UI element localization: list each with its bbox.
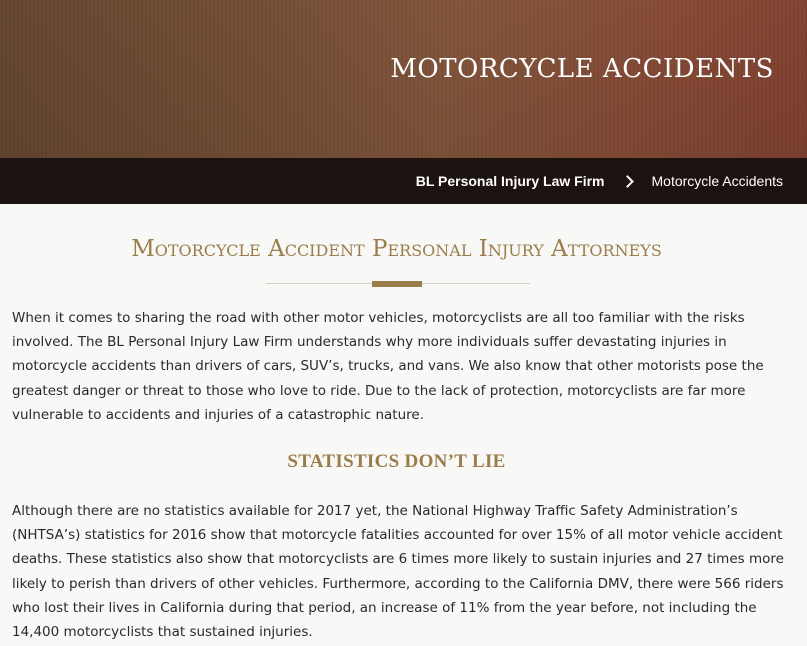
breadcrumb xyxy=(416,173,783,189)
breadcrumb-bar xyxy=(0,158,807,204)
hero-banner xyxy=(0,0,807,158)
heading-divider-accent xyxy=(372,281,422,287)
chevron-right-icon xyxy=(621,175,634,188)
breadcrumb-home-link[interactable]: BL Personal Injury Law Firm xyxy=(415,173,605,189)
statistics-heading: STATISTICS DON’T LIE xyxy=(287,451,506,472)
breadcrumb-current: Motorcycle Accidents xyxy=(651,173,783,189)
section-heading: Motorcycle Accident Personal Injury Attorneys xyxy=(131,236,662,262)
statistics-paragraph: Although there are no statistics available for 2017 yet, the National Highway Traffic Safety Administration’s (NHTSA’s) statistics for 2016 show that motorcycle fatalities accounted for over 15% of all motor vehicle accident deaths. These statistics also show that motorcyclists are 6 times more likely to sustain injuries and 27 times more likely to perish than drivers of other vehicles. Furthermore, according to the California DMV, there were 566 riders who lost their lives in California during that period, an increase of 11% from the year before, not including the 14,400 motorcyclists that sustained injuries. xyxy=(12,503,784,641)
intro-paragraph: When it comes to sharing the road with other motor vehicles, motorcyclists are all too familiar with the risks involved. The BL Personal Injury Law Firm understands why more individuals suffer devastating injuries in motorcycle accidents than drivers of cars, SUV’s, trucks, and vans. We also know that other motorists pose the greatest danger or threat to those who love to ride. Due to the lack of protection, motorcyclists are far more vulnerable to accidents and injuries of a catastrophic nature. xyxy=(12,310,764,423)
main-content xyxy=(0,204,807,646)
page-title: MOTORCYCLE ACCIDENTS xyxy=(390,54,774,84)
